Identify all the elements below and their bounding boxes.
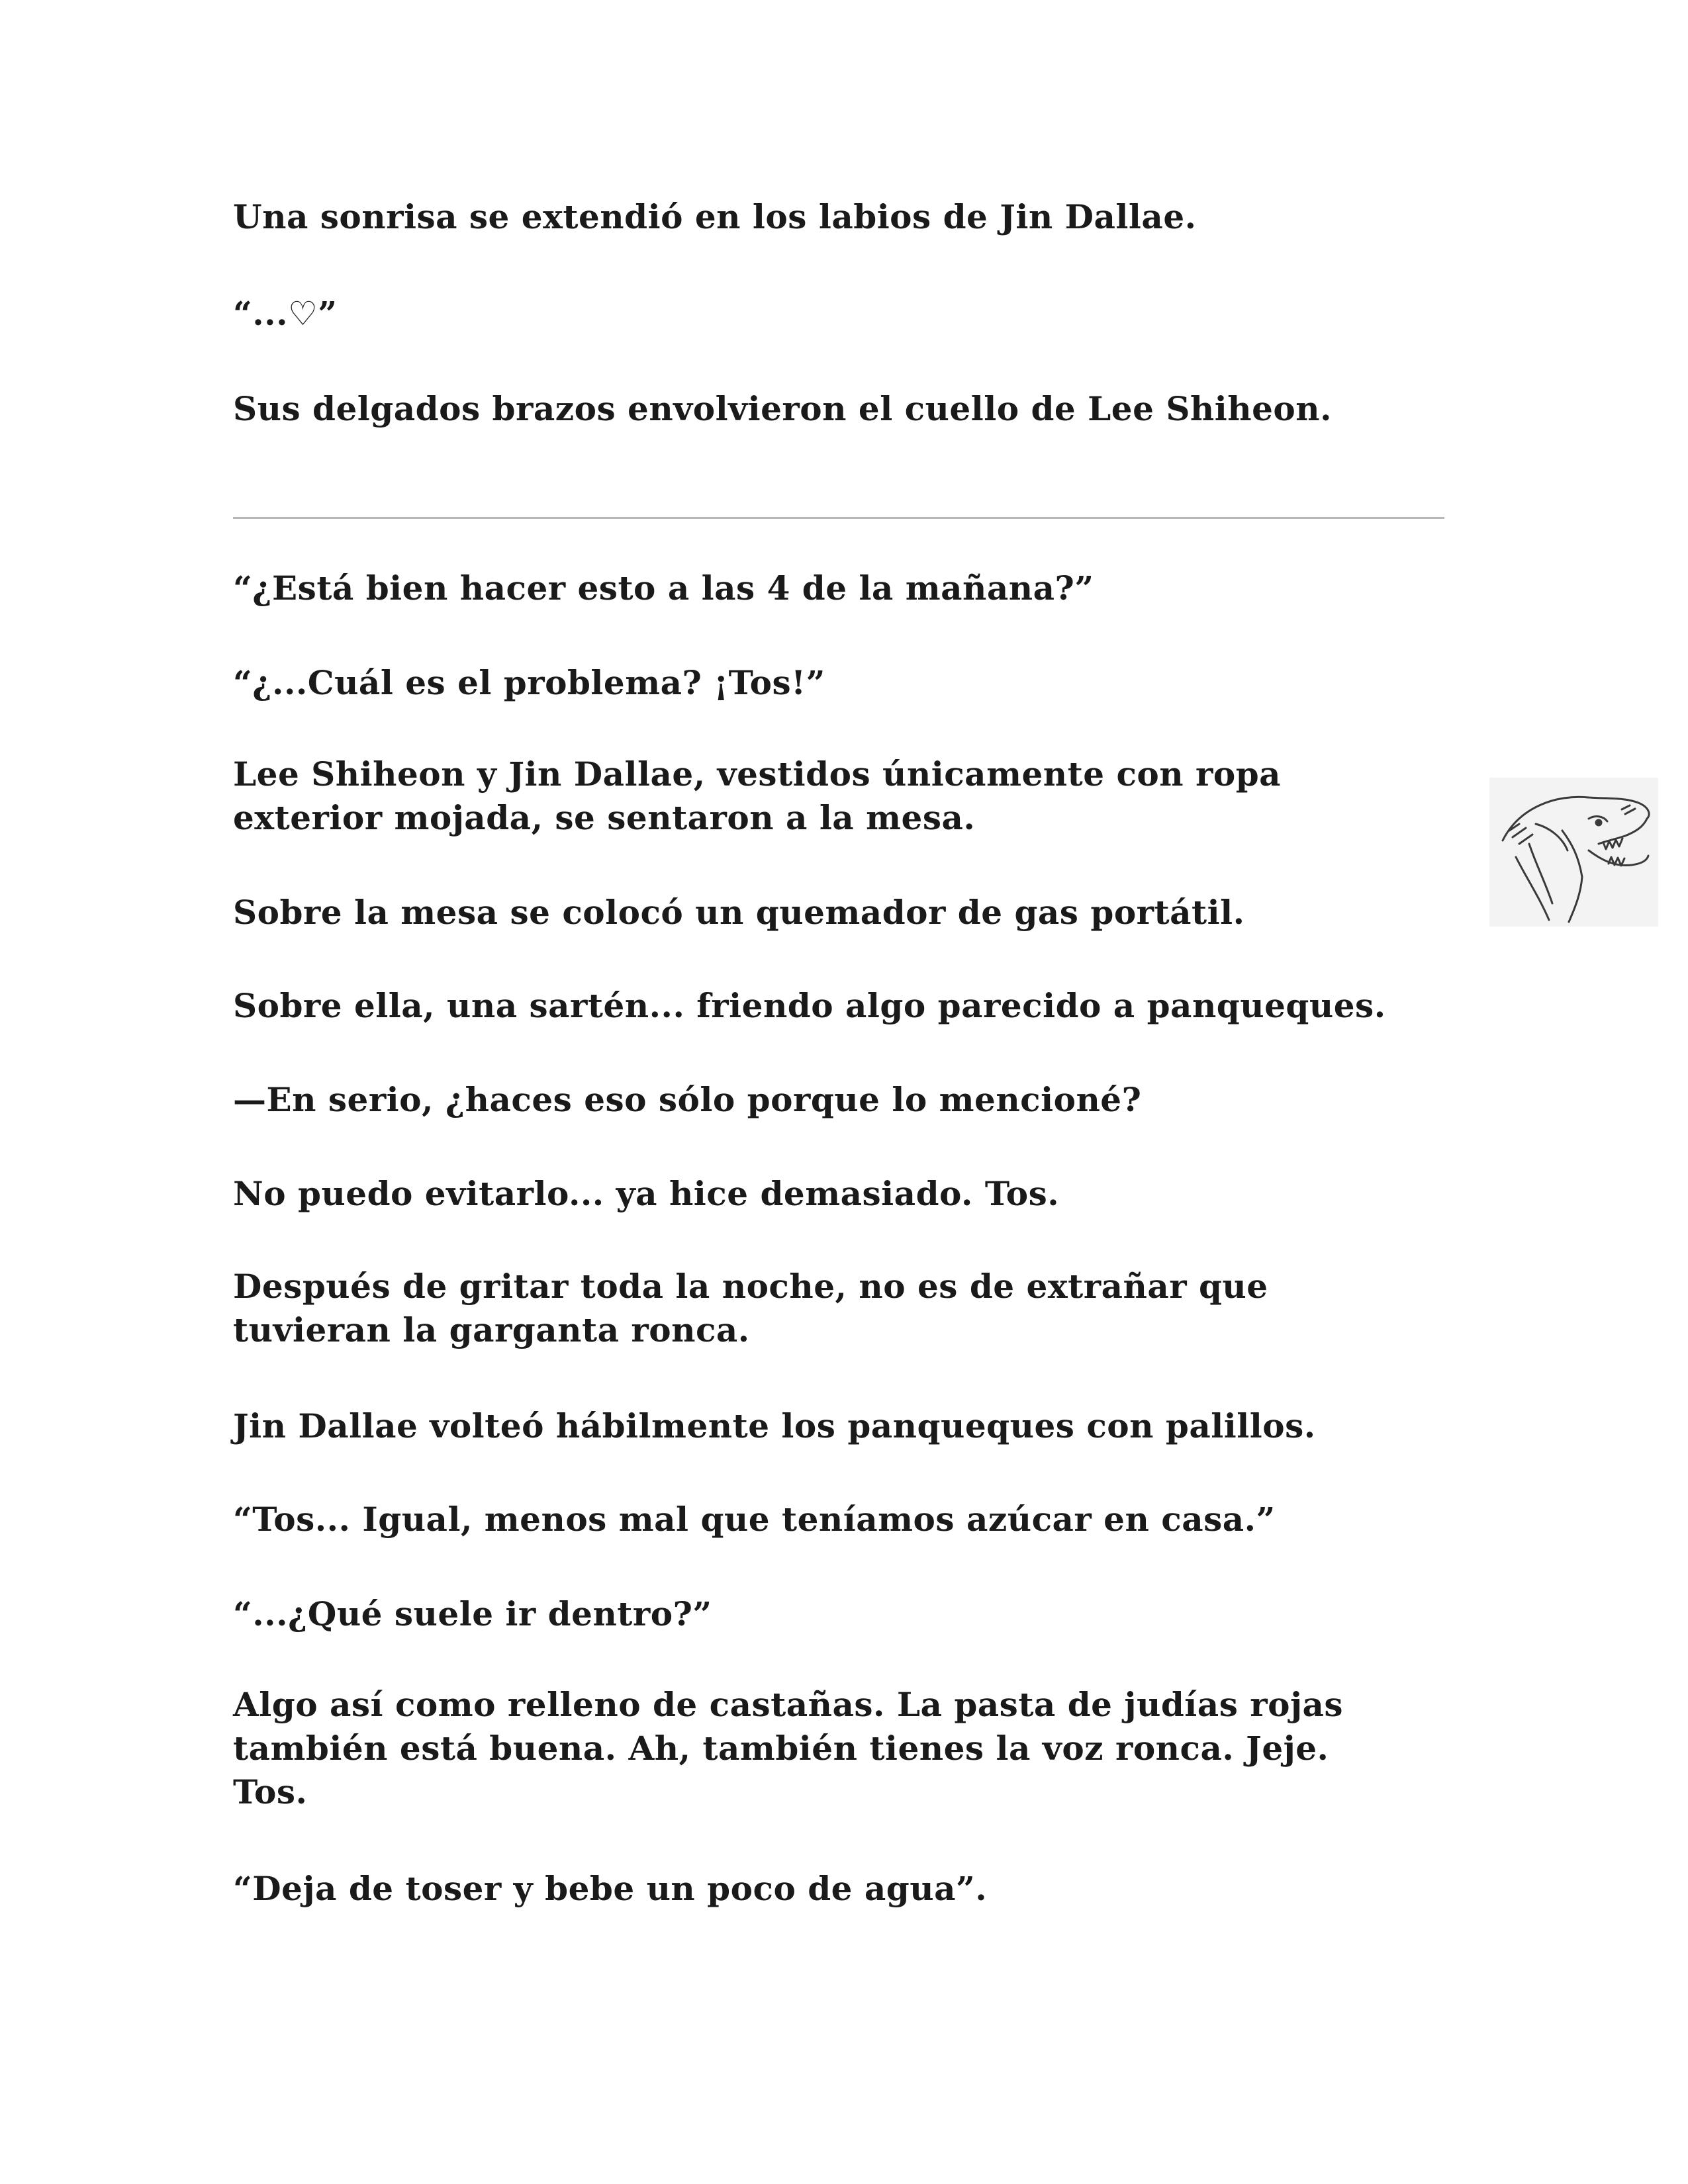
paragraph-7: Sobre la mesa se colocó un quemador de gas portátil. — [233, 893, 1245, 932]
paragraph-13: “Tos... Igual, menos mal que teníamos azúcar en casa.” — [233, 1500, 1276, 1539]
paragraph-2: “...♡” — [233, 294, 338, 333]
paragraph-3: Sus delgados brazos envolvieron el cuello de Lee Shiheon. — [233, 389, 1333, 428]
paragraph-8: Sobre ella, una sartén... friendo algo parecido a panqueques. — [233, 986, 1386, 1025]
paragraph-12: Jin Dallae volteó hábilmente los panqueques con palillos. — [233, 1406, 1316, 1445]
paragraph-5: “¿...Cuál es el problema? ¡Tos!” — [233, 663, 825, 702]
section-divider — [233, 517, 1444, 519]
dinosaur-head-icon — [1489, 778, 1658, 927]
paragraph-6: Lee Shiheon y Jin Dallae, vestidos únicamente con ropa exterior mojada, se sentaron a la mesa. — [233, 754, 1282, 837]
paragraph-16: “Deja de toser y bebe un poco de agua”. — [233, 1869, 988, 1908]
paragraph-14: “...¿Qué suele ir dentro?” — [233, 1594, 712, 1633]
paragraph-11: Después de gritar toda la noche, no es de extrañar que tuvieran la garganta ronca. — [233, 1267, 1268, 1349]
paragraph-1: Una sonrisa se extendió en los labios de Jin Dallae. — [233, 197, 1197, 236]
paragraph-9: —En serio, ¿haces eso sólo porque lo mencioné? — [233, 1080, 1142, 1119]
paragraph-10: No puedo evitarlo... ya hice demasiado. Tos. — [233, 1174, 1060, 1213]
paragraph-4: “¿Está bien hacer esto a las 4 de la mañana?” — [233, 569, 1094, 608]
paragraph-15: Algo así como relleno de castañas. La pasta de judías rojas también está buena. Ah, también tienes la voz ronca. Jeje. Tos. — [233, 1685, 1344, 1811]
